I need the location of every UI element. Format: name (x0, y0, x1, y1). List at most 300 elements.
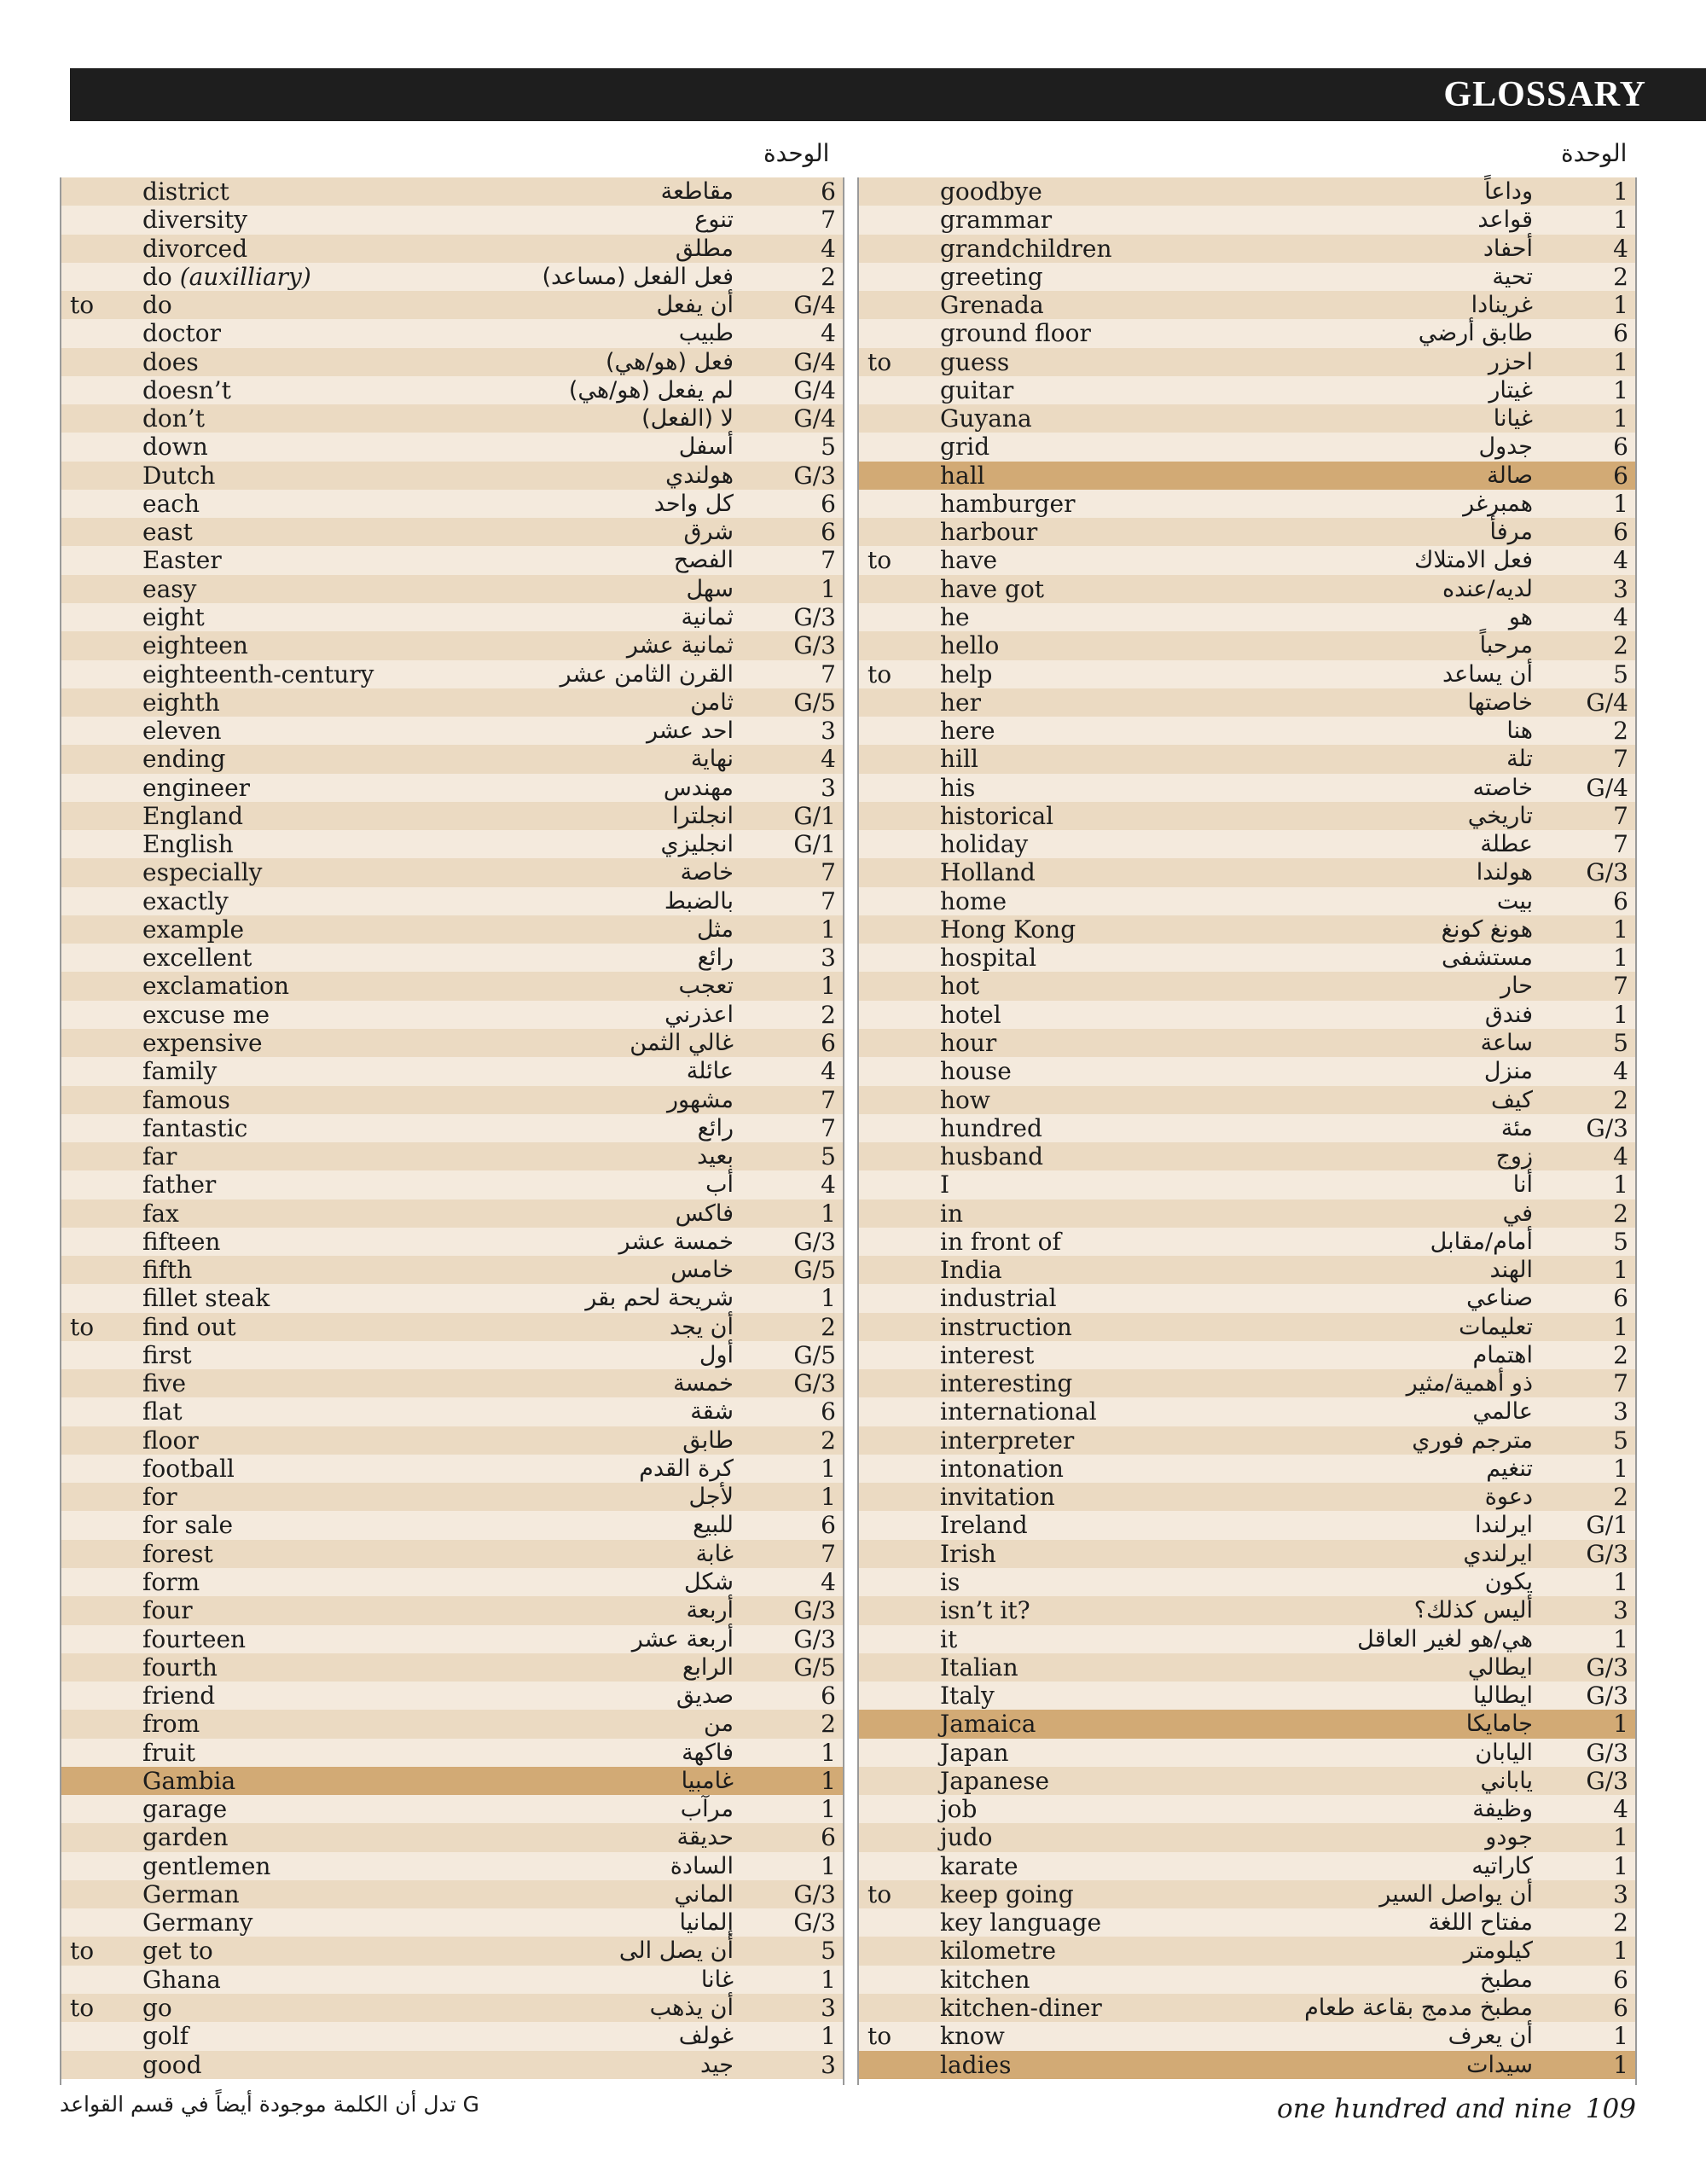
glossary-row (61, 1908, 843, 1937)
glossary-unit: 4 (1613, 546, 1628, 575)
glossary-english: fruit (142, 1738, 195, 1767)
glossary-unit: 1 (821, 2022, 836, 2051)
glossary-row (61, 1710, 843, 1738)
glossary-row (61, 1625, 843, 1653)
glossary-arabic: أن يذهب (649, 1995, 734, 2021)
glossary-english: interest (940, 1340, 1035, 1369)
glossary-row (61, 1369, 843, 1397)
glossary-unit: 3 (1613, 1879, 1628, 1908)
glossary-english: Jamaica (940, 1710, 1036, 1739)
glossary-unit: 7 (821, 858, 836, 887)
glossary-arabic: ثمانية عشر (626, 632, 734, 659)
glossary-row (859, 1397, 1635, 1426)
glossary-row (61, 490, 843, 518)
glossary-prefix: to (868, 2022, 892, 2051)
glossary-row (61, 1397, 843, 1426)
glossary-english: goodbye (940, 177, 1042, 206)
glossary-english: east (142, 518, 193, 547)
glossary-unit: 6 (821, 1682, 836, 1711)
glossary-english: kitchen-diner (940, 1994, 1102, 2022)
glossary-unit: 6 (821, 1823, 836, 1852)
glossary-arabic: هو (1508, 603, 1533, 630)
glossary-arabic: القرن الثامن عشر (560, 660, 734, 688)
glossary-unit: G/3 (1586, 1738, 1628, 1767)
glossary-arabic: أحفاد (1483, 235, 1533, 262)
glossary-english: flat (142, 1397, 183, 1426)
glossary-unit: 4 (1613, 1057, 1628, 1086)
glossary-english: hello (940, 631, 1000, 660)
glossary-unit: G/5 (793, 1653, 836, 1682)
glossary-unit: 1 (821, 1795, 836, 1824)
glossary-unit: G/3 (793, 1624, 836, 1653)
glossary-unit: 1 (821, 972, 836, 1001)
glossary-arabic: اليابان (1475, 1739, 1533, 1766)
glossary-row (61, 1568, 843, 1596)
glossary-unit: 7 (1613, 1369, 1628, 1398)
glossary-english: judo (940, 1823, 993, 1852)
glossary-prefix: to (70, 1312, 95, 1341)
glossary-english: go (142, 1994, 172, 2022)
glossary-arabic: كيف (1491, 1086, 1533, 1113)
glossary-unit: 1 (1613, 375, 1628, 404)
glossary-row (61, 1852, 843, 1880)
glossary-unit: 3 (821, 944, 836, 973)
glossary-row (859, 1880, 1635, 1908)
glossary-english: football (142, 1454, 235, 1483)
glossary-arabic: هي/هو لغير العاقل (1357, 1625, 1533, 1653)
glossary-english: her (940, 688, 981, 717)
glossary-english: hotel (940, 1000, 1001, 1029)
glossary-unit: G/3 (793, 461, 836, 490)
glossary-english: first (142, 1340, 192, 1369)
glossary-english: forest (142, 1539, 213, 1568)
glossary-prefix: to (868, 659, 892, 688)
glossary-row (859, 490, 1635, 518)
glossary-english: India (940, 1256, 1002, 1285)
glossary-arabic: ايرلندي (1463, 1540, 1533, 1567)
glossary-unit: 2 (821, 1000, 836, 1029)
glossary-english: expensive (142, 1028, 263, 1057)
glossary-english: industrial (940, 1284, 1057, 1313)
glossary-unit: 5 (1613, 1227, 1628, 1256)
glossary-arabic: لأجل (688, 1484, 734, 1511)
glossary-unit: G/3 (1586, 1653, 1628, 1682)
glossary-english: England (142, 801, 244, 830)
glossary-arabic: رائع (697, 1114, 734, 1141)
glossary-english: guitar (940, 375, 1014, 404)
glossary-unit: G/4 (793, 404, 836, 433)
glossary-row (859, 1653, 1635, 1682)
glossary-arabic: أربعة (686, 1597, 734, 1624)
glossary-unit: G/3 (1586, 858, 1628, 887)
glossary-arabic: أمام/مقابل (1430, 1228, 1533, 1255)
glossary-english: hospital (940, 944, 1037, 973)
glossary-arabic: غيانا (1493, 405, 1533, 433)
glossary-arabic: أن يعرف (1448, 2023, 1533, 2050)
glossary-unit: 5 (1613, 659, 1628, 688)
glossary-english: Hong Kong (940, 915, 1076, 944)
glossary-arabic: أن يواصل السير (1379, 1880, 1533, 1908)
glossary-arabic: صالة (1487, 462, 1533, 489)
glossary-english: have got (940, 574, 1045, 603)
glossary-english: excellent (142, 944, 252, 973)
glossary-english: ladies (940, 2050, 1012, 2079)
glossary-unit: 3 (1613, 574, 1628, 603)
glossary-arabic: نهاية (690, 746, 734, 773)
right-column-unit-header: الوحدة (1561, 139, 1628, 167)
glossary-row (859, 404, 1635, 433)
glossary-unit: 1 (1613, 291, 1628, 320)
glossary-unit: G/3 (793, 1227, 836, 1256)
glossary-arabic: هولندي (665, 462, 734, 489)
glossary-english: for (142, 1483, 177, 1512)
glossary-arabic: فاكس (675, 1199, 734, 1227)
glossary-unit: 1 (821, 1766, 836, 1795)
glossary-arabic: ثمانية (681, 603, 734, 630)
glossary-unit: 1 (1613, 206, 1628, 235)
glossary-arabic: مئة (1500, 1114, 1533, 1141)
glossary-english: I (940, 1170, 950, 1199)
glossary-arabic: تعجب (678, 973, 734, 1000)
glossary-row (61, 1994, 843, 2022)
glossary-row (859, 1795, 1635, 1823)
glossary-english: in (940, 1199, 963, 1228)
glossary-english: fourteen (142, 1624, 247, 1653)
glossary-unit: 7 (1613, 830, 1628, 859)
glossary-arabic: غانا (700, 1966, 734, 1993)
glossary-arabic: جامايكا (1465, 1711, 1533, 1738)
glossary-unit: 7 (1613, 745, 1628, 774)
glossary-arabic: كرة القدم (639, 1455, 734, 1482)
glossary-arabic: تعليمات (1459, 1313, 1533, 1340)
glossary-unit: G/3 (793, 1369, 836, 1398)
glossary-unit: 1 (1613, 1170, 1628, 1199)
glossary-arabic: فعل الامتلاك (1414, 547, 1533, 574)
glossary-arabic: الرابع (682, 1653, 734, 1681)
glossary-row (859, 291, 1635, 319)
glossary-english: his (940, 773, 976, 802)
glossary-arabic: تاريخي (1467, 802, 1533, 829)
glossary-unit: G/3 (1586, 1113, 1628, 1142)
glossary-unit: 2 (1613, 1199, 1628, 1228)
glossary-unit: 4 (1613, 602, 1628, 631)
glossary-english: know (940, 2022, 1005, 2051)
glossary-english: Guyana (940, 404, 1032, 433)
glossary-english: interpreter (940, 1426, 1075, 1455)
glossary-unit: G/3 (793, 1879, 836, 1908)
glossary-english: get to (142, 1937, 213, 1966)
glossary-english: famous (142, 1085, 230, 1114)
glossary-english: golf (142, 2022, 189, 2051)
glossary-english: Ireland (940, 1511, 1028, 1540)
glossary-arabic: بعيد (697, 1143, 734, 1170)
glossary-english: home (940, 886, 1007, 915)
glossary-row (61, 1739, 843, 1767)
glossary-row (859, 1966, 1635, 1994)
glossary-row (859, 802, 1635, 830)
glossary-arabic: مفتاح اللغة (1428, 1909, 1533, 1937)
glossary-english: do (142, 291, 172, 320)
glossary-arabic: شرق (683, 519, 734, 546)
glossary-row (859, 319, 1635, 347)
glossary-unit: 4 (821, 319, 836, 348)
glossary-arabic: تلة (1506, 746, 1533, 773)
glossary-unit: 1 (1613, 1710, 1628, 1739)
glossary-unit: 3 (1613, 1596, 1628, 1625)
glossary-row (61, 1313, 843, 1341)
glossary-unit: G/1 (793, 830, 836, 859)
glossary-row (859, 1199, 1635, 1228)
glossary-english: fifth (142, 1256, 193, 1285)
glossary-arabic: مطبخ مدمج بقاعة طعام (1304, 1995, 1533, 2021)
glossary-english: father (142, 1170, 217, 1199)
glossary-arabic: كيلومتر (1463, 1937, 1533, 1965)
glossary-english: doctor (142, 319, 221, 348)
glossary-arabic: حار (1500, 973, 1533, 1000)
glossary-arabic: ثامن (690, 688, 734, 716)
glossary-row (61, 2051, 843, 2079)
glossary-row (859, 1823, 1635, 1851)
glossary-row (859, 1170, 1635, 1199)
glossary-row (859, 376, 1635, 404)
glossary-arabic: فندق (1484, 1001, 1533, 1028)
glossary-english: exactly (142, 886, 229, 915)
glossary-english: job (940, 1795, 978, 1824)
glossary-english: Ghana (142, 1965, 221, 1994)
glossary-english: grandchildren (940, 234, 1112, 263)
glossary-row (61, 1142, 843, 1170)
glossary-arabic: مثل (696, 915, 734, 943)
glossary-unit: 6 (1613, 319, 1628, 348)
glossary-unit: 1 (821, 915, 836, 944)
glossary-arabic: رائع (697, 944, 734, 972)
glossary-english: divorced (142, 234, 248, 263)
glossary-english: engineer (142, 773, 251, 802)
glossary-row (859, 263, 1635, 291)
glossary-row (61, 660, 843, 688)
glossary-row (859, 1682, 1635, 1710)
glossary-unit: G/5 (793, 1340, 836, 1369)
glossary-unit: 2 (1613, 717, 1628, 746)
glossary-english: eighteenth-century (142, 659, 374, 688)
glossary-english: fax (142, 1199, 179, 1228)
glossary-arabic: مقاطعة (660, 178, 734, 205)
glossary-english: isn’t it? (940, 1596, 1030, 1625)
glossary-row (61, 1001, 843, 1029)
glossary-arabic: مترجم فوري (1412, 1426, 1533, 1454)
glossary-english: exclamation (142, 972, 290, 1001)
glossary-arabic: لديه/عنده (1442, 575, 1533, 602)
glossary-english: garden (142, 1823, 229, 1852)
glossary-english: grammar (940, 206, 1053, 235)
glossary-arabic: لا (الفعل) (641, 405, 734, 433)
glossary-row (859, 2022, 1635, 2050)
glossary-english: hamburger (940, 489, 1076, 518)
glossary-arabic: أب (705, 1171, 734, 1199)
glossary-english: have (940, 546, 998, 575)
glossary-prefix: to (868, 347, 892, 376)
glossary-english: Irish (940, 1539, 996, 1568)
glossary-arabic: احزر (1488, 348, 1533, 375)
glossary-arabic: قواعد (1477, 206, 1533, 234)
glossary-english: ending (142, 745, 226, 774)
glossary-unit: 1 (1613, 2022, 1628, 2051)
glossary-english: he (940, 602, 970, 631)
glossary-arabic: خمسة عشر (618, 1228, 734, 1255)
glossary-row (61, 518, 843, 546)
glossary-row (61, 1256, 843, 1284)
glossary-unit: 5 (1613, 1426, 1628, 1455)
glossary-unit: 2 (1613, 262, 1628, 291)
glossary-row (61, 404, 843, 433)
glossary-unit: G/3 (1586, 1766, 1628, 1795)
glossary-row (859, 972, 1635, 1000)
glossary-unit: G/4 (1586, 773, 1628, 802)
glossary-arabic: هولندا (1476, 859, 1533, 886)
glossary-unit: 1 (821, 1965, 836, 1994)
glossary-unit: 1 (1613, 1454, 1628, 1483)
glossary-row (859, 462, 1635, 490)
glossary-english: it (940, 1624, 958, 1653)
glossary-english: harbour (940, 518, 1038, 547)
glossary-unit: 3 (1613, 1397, 1628, 1426)
page-number: 109 (1585, 2094, 1636, 2124)
glossary-english: kilometre (940, 1937, 1057, 1966)
glossary-row (859, 603, 1635, 631)
glossary-arabic: خامس (670, 1257, 734, 1284)
glossary-row (61, 462, 843, 490)
glossary-arabic: عائلة (686, 1058, 734, 1085)
glossary-unit: G/3 (793, 631, 836, 660)
glossary-unit: G/3 (1586, 1682, 1628, 1711)
glossary-unit: 2 (1613, 1483, 1628, 1512)
glossary-english: hour (940, 1028, 997, 1057)
glossary-english: intonation (940, 1454, 1064, 1483)
glossary-english: international (940, 1397, 1097, 1426)
glossary-arabic: همبرغر (1463, 490, 1533, 517)
glossary-unit: 5 (821, 1142, 836, 1171)
glossary-unit: G/5 (793, 688, 836, 717)
glossary-unit: 1 (1613, 944, 1628, 973)
glossary-english: historical (940, 801, 1054, 830)
glossary-english: help (940, 659, 993, 688)
glossary-row (61, 433, 843, 461)
glossary-english: Japan (940, 1738, 1009, 1767)
glossary-english: hot (940, 972, 980, 1001)
glossary-unit: 7 (821, 1539, 836, 1568)
glossary-english: English (142, 830, 234, 859)
glossary-english: Italian (940, 1653, 1018, 1682)
glossary-arabic: بيت (1496, 887, 1533, 915)
glossary-unit: 1 (1613, 1568, 1628, 1597)
glossary-unit: 1 (1613, 347, 1628, 376)
glossary-unit: 7 (821, 659, 836, 688)
glossary-row (61, 206, 843, 234)
glossary-unit: 5 (821, 433, 836, 462)
glossary-row (61, 1767, 843, 1795)
glossary-unit: 6 (821, 489, 836, 518)
glossary-arabic: هونغ كونغ (1441, 915, 1533, 943)
glossary-unit: 7 (821, 1085, 836, 1114)
glossary-unit: 6 (821, 177, 836, 206)
glossary-unit: G/4 (793, 291, 836, 320)
glossary-arabic: تنغيم (1486, 1455, 1533, 1482)
glossary-row (859, 2051, 1635, 2079)
glossary-row (61, 1170, 843, 1199)
glossary-row (859, 1767, 1635, 1795)
glossary-row (61, 915, 843, 944)
glossary-unit: 4 (821, 1568, 836, 1597)
glossary-arabic: السادة (670, 1852, 734, 1879)
glossary-arabic: شكل (684, 1569, 734, 1596)
glossary-row (61, 319, 843, 347)
glossary-english: Gambia (142, 1766, 236, 1795)
glossary-arabic: في (1502, 1199, 1533, 1227)
glossary-arabic: أن يجد (669, 1313, 734, 1340)
glossary-row (61, 1057, 843, 1085)
glossary-english: find out (142, 1312, 236, 1341)
glossary-english: friend (142, 1682, 216, 1711)
glossary-arabic: زوج (1495, 1143, 1533, 1170)
glossary-english: Holland (940, 858, 1036, 887)
glossary-english: four (142, 1596, 193, 1625)
glossary-arabic: بالضبط (664, 887, 734, 915)
glossary-arabic: احد عشر (646, 717, 734, 745)
glossary-english: Dutch (142, 461, 216, 490)
left-column-unit-header: الوحدة (763, 139, 830, 167)
glossary-unit: 1 (1613, 1851, 1628, 1880)
glossary-row (859, 660, 1635, 688)
glossary-row (859, 1568, 1635, 1596)
glossary-english: family (142, 1057, 218, 1086)
glossary-arabic: أن يصل الى (618, 1937, 734, 1965)
glossary-row (859, 745, 1635, 773)
glossary-arabic: اهتمام (1472, 1341, 1533, 1368)
glossary-row (61, 858, 843, 886)
glossary-row (859, 1710, 1635, 1738)
glossary-unit: 1 (1613, 1256, 1628, 1285)
glossary-unit: 6 (1613, 433, 1628, 462)
glossary-row (61, 1937, 843, 1965)
glossary-row (859, 1994, 1635, 2022)
glossary-unit: 1 (821, 574, 836, 603)
glossary-arabic: طبيب (678, 320, 734, 347)
glossary-english: invitation (940, 1483, 1055, 1512)
glossary-arabic: جودو (1485, 1824, 1533, 1851)
glossary-row (859, 1341, 1635, 1369)
glossary-row (61, 1795, 843, 1823)
glossary-unit: 6 (821, 1397, 836, 1426)
glossary-row (61, 1199, 843, 1228)
glossary-english: husband (940, 1142, 1044, 1171)
glossary-unit: G/4 (793, 347, 836, 376)
glossary-row (859, 433, 1635, 461)
glossary-english: guess (940, 347, 1010, 376)
glossary-arabic: أربعة عشر (631, 1625, 734, 1653)
glossary-prefix: to (70, 1994, 95, 2022)
glossary-row (859, 1937, 1635, 1965)
glossary-english: eight (142, 602, 205, 631)
glossary-english: doesn’t (142, 375, 231, 404)
glossary-row (859, 1313, 1635, 1341)
glossary-unit: 3 (821, 773, 836, 802)
glossary-arabic: ايطاليا (1473, 1682, 1533, 1710)
glossary-english: does (142, 347, 199, 376)
glossary-unit: G/3 (793, 1908, 836, 1937)
glossary-row (859, 1114, 1635, 1142)
glossary-english: karate (940, 1851, 1018, 1880)
glossary-prefix: to (70, 291, 95, 320)
